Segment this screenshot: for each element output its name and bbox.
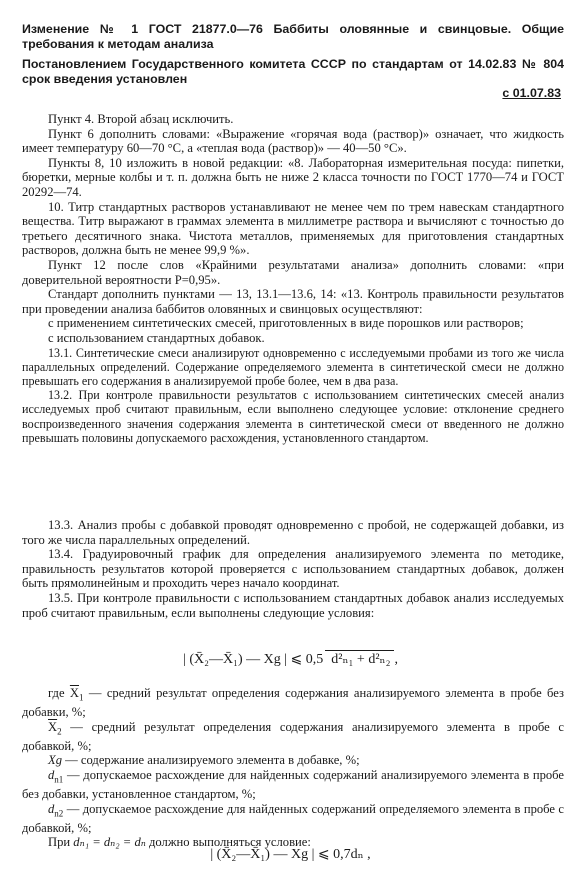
resolution-line: Постановлением Государственного комитета СССР по стандартам от 14.02.83 № 804 срок введения установлен (22, 57, 564, 86)
definition-dn2: $d_{n2}$ — допускаемое расхождение для найденных содержаний определяемого элемента в пробе с добавкой, %; (22, 801, 565, 835)
paragraph: 10. Титр стандартных растворов устанавливают не менее чем по трем навескам стандартного вещества. Титр выражают в граммах элемента в миллиметре раствора и вычисляют с точностью до третьего десятичного знака. Чистота металлов, применяемых для приготовления стандартных растворов, должна быть не менее 99,9 %». (22, 199, 564, 258)
definition-xg: Xg — содержание анализируемого элемента в добавке, %; (48, 753, 360, 768)
definition-x2: $\overline{X}_2$ — средний результат определения содержания анализируемого элемента в пробе с добавкой, %; (22, 719, 564, 753)
paragraph: 13.1. Синтетические смеси анализируют одновременно с исследуемыми пробами из того же числа параллельных определений. Содержание определяемого элемента в синтетической смеси не должно превышать его содержания в анализируемой пробе более, чем в два раза. (22, 345, 564, 388)
formula-1-root: d²ₙ₁ + d²ₙ₂ (325, 650, 394, 668)
effective-date: с 01.07.83 (502, 86, 561, 100)
definition-x1: где $\overline{X}_1$ — средний результат определения содержания анализируемого элемента в пробе без добавки, %; (22, 686, 564, 720)
paragraph: Стандарт дополнить пунктами — 13, 13.1—13.6, 14: «13. Контроль правильности результатов при проведении анализа баббитов оловянных и свинцовых осуществляют: (22, 287, 564, 316)
paragraph: 13.4. Градуировочный график для определения анализируемого элемента по методике, правильность результатов которой проверяется с использованием стандартных добавок, должен быть прямолинейным и проходить через начало координат. (22, 547, 564, 591)
formula-2: | (X̄₂—X̄₁) — Xg | ⩽ 0,7dₙ , (210, 847, 371, 862)
formula-1-end: , (394, 652, 398, 667)
paragraph: Пункт 6 дополнить словами: «Выражение «горячая вода (раствор)» означает, что жидкость имеет температуру 60—70 °С, а «теплая вода (раствор)» — 40—50 °С». (22, 126, 564, 156)
paragraph: Пункты 8, 10 изложить в новой редакции: «8. Лабораторная измерительная посуда: пипетки, бюретки, мерные колбы и т. п. должна быть не ниже 2 класса точности по ГОСТ 1770—74 и ГОСТ 20292—74. (22, 155, 564, 199)
paragraph: 13.2. При контроле правильности результатов с использованием синтетических смесей анализ исследуемых проб считают правильным, если выполнено следующее условие: отклонение среднего воспроизведенного значения содержания элемента в синтетической смеси от введенного не должно превышать половины допускаемого расхождения, установленного стандартом. (22, 388, 564, 445)
paragraph: 13.3. Анализ пробы с добавкой проводят одновременно с пробой, не содержащей добавки, из того же числа параллельных определений. (22, 518, 564, 547)
definitions-block (22, 686, 564, 850)
definition-dn1: $d_{n1}$ — допускаемое расхождение для найденных содержаний анализируемого элемента в пробе без добавки, установленное стандартом, %; (22, 768, 564, 802)
paragraph: Пункт 12 после слов «Крайними результатами анализа» дополнить словами: «при доверительной вероятности P=0,95». (22, 257, 564, 287)
paragraph: с использованием стандартных добавок. (48, 330, 265, 345)
formula-1 (0, 650, 581, 668)
condition-line: При dₙ₁ = dₙ₂ = dₙ должно выполняться условие: (48, 835, 311, 850)
paragraph: 13.5. При контроле правильности с использованием стандартных добавок анализ исследуемых проб считают правильным, если выполнены следующие условия: (22, 590, 564, 620)
paragraph: Пункт 4. Второй абзац исключить. (48, 112, 234, 126)
amendment-title: Изменение № 1 ГОСТ 21877.0—76 Баббиты оловянные и свинцовые. Общие требования к методам анализа (22, 22, 564, 51)
paragraph: с применением синтетических смесей, приготовленных в виде порошков или растворов; (48, 316, 524, 331)
text-block-1 (22, 112, 564, 445)
text-block-2 (22, 518, 564, 620)
formula-1-left: | (X̄₂—X̄₁) — Xg | ⩽ 0,5 (183, 652, 324, 667)
